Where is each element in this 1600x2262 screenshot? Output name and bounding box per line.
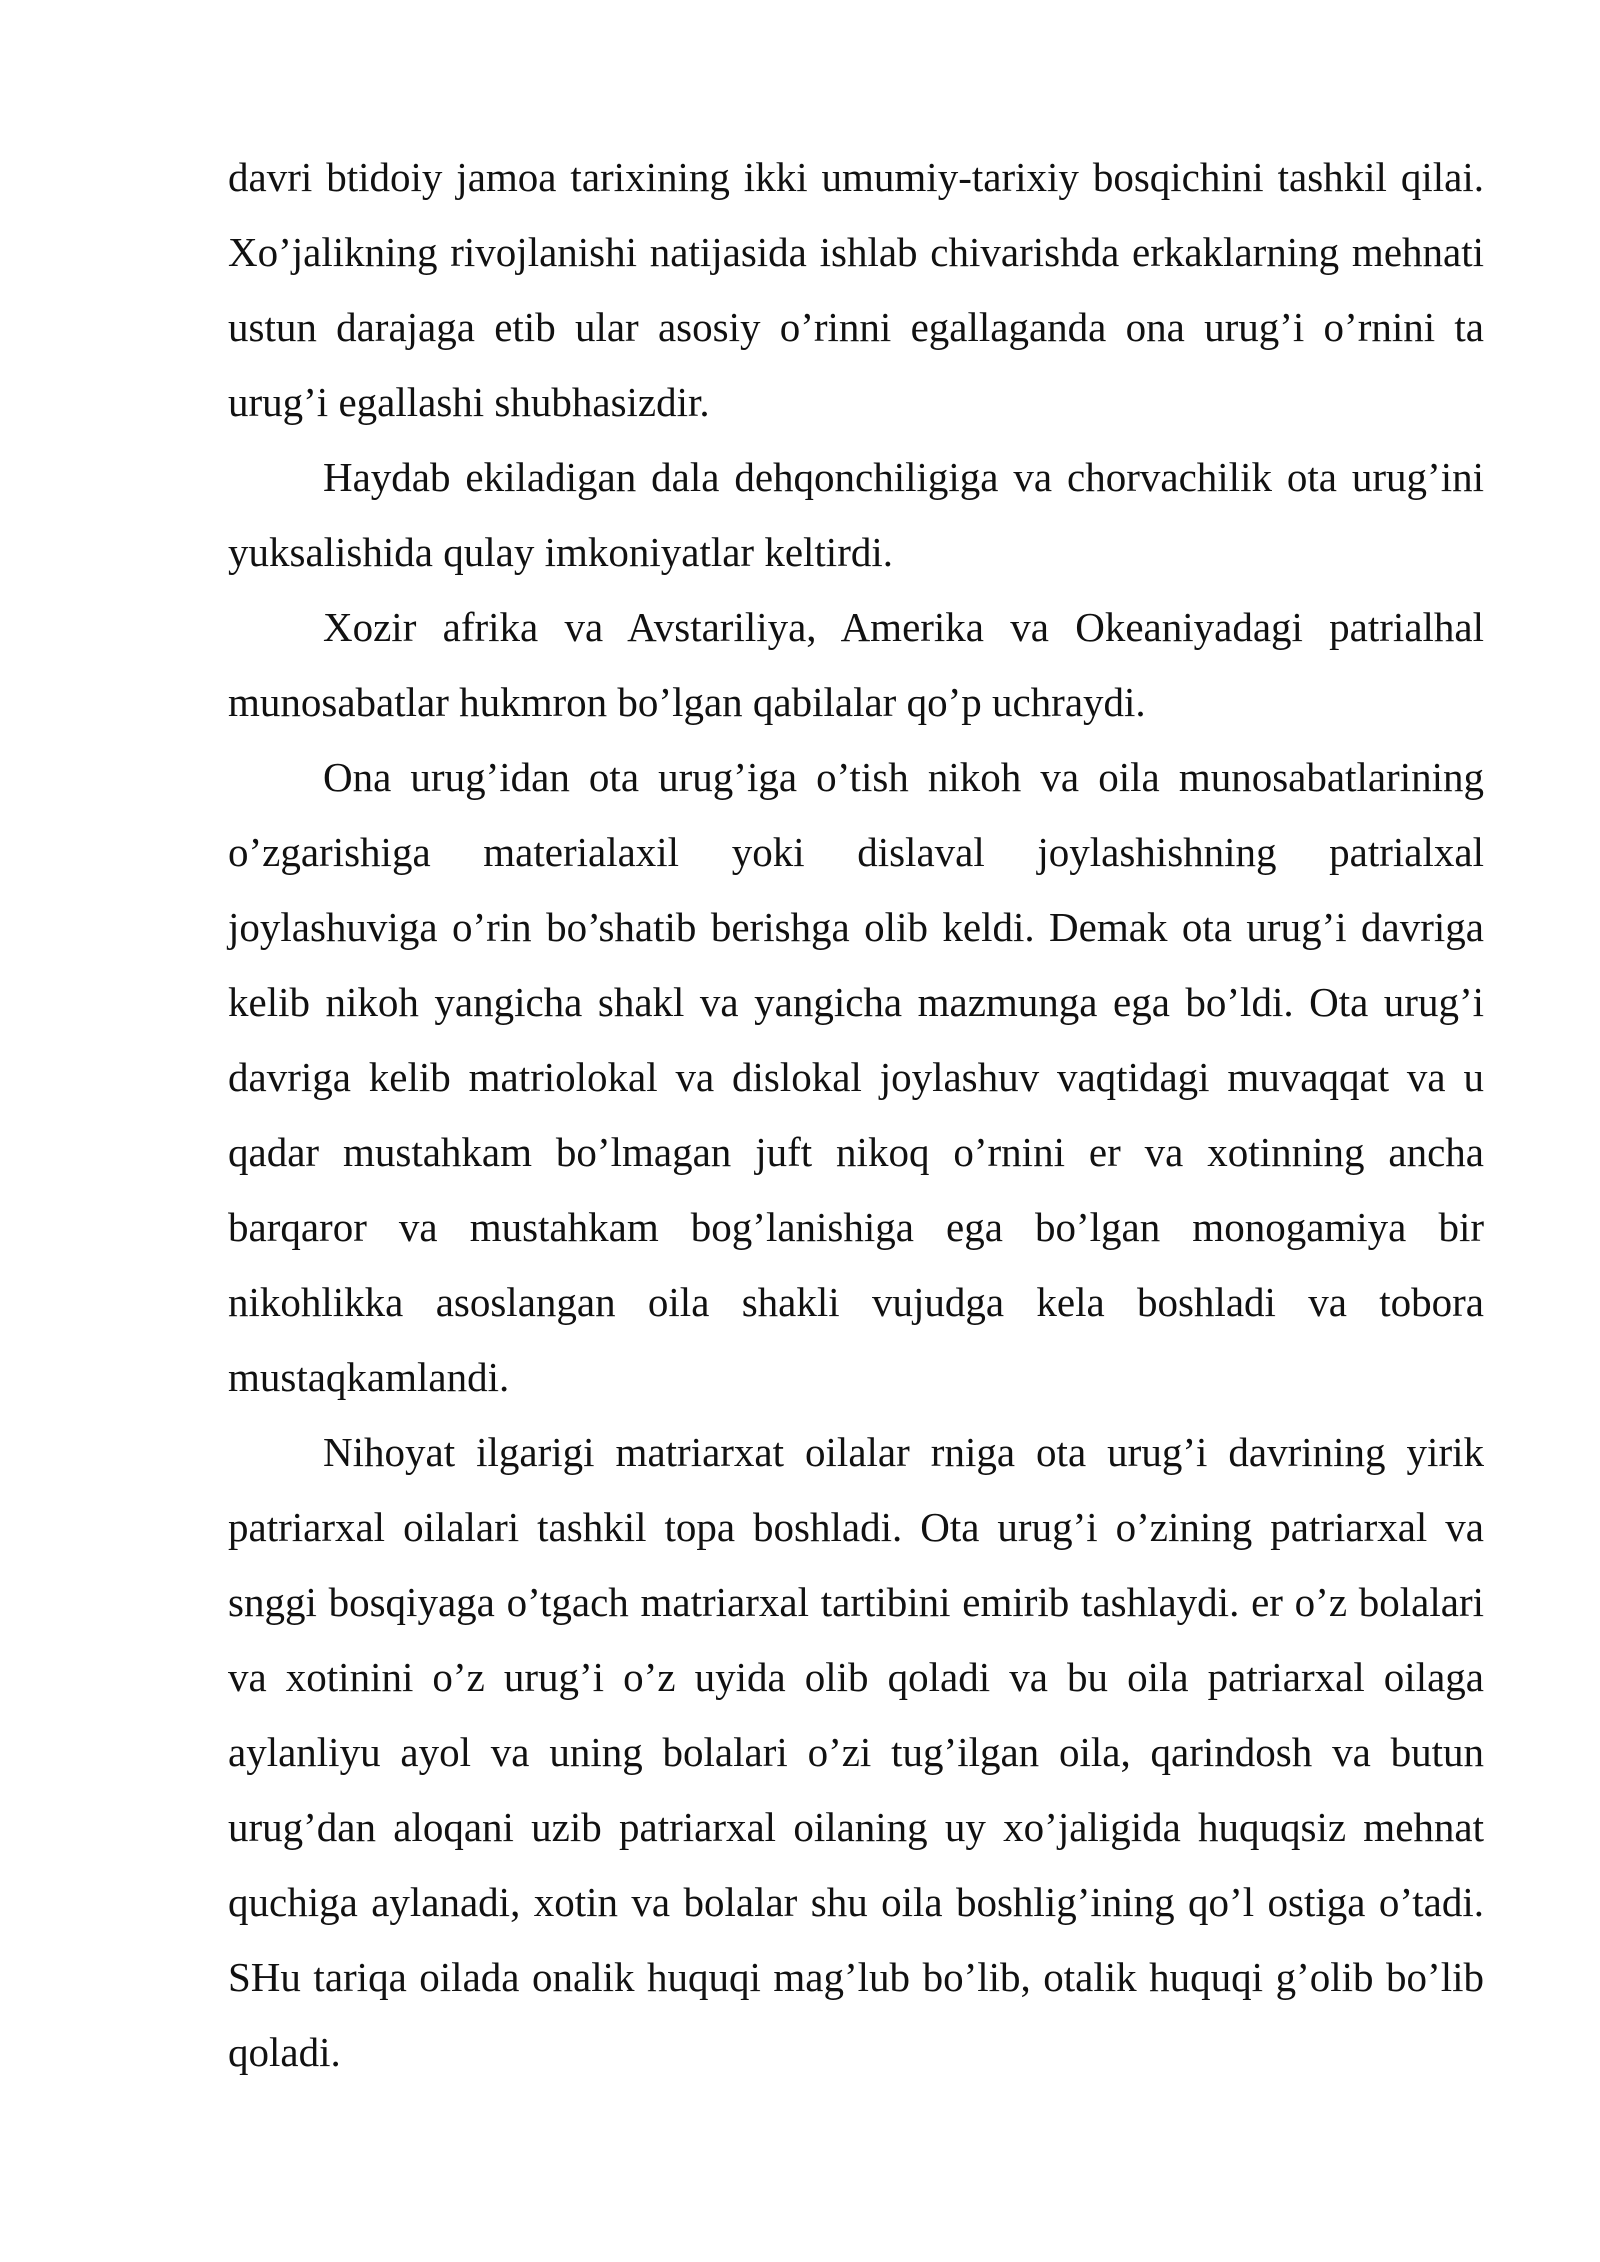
paragraph-1: davri btidoiy jamoa tarixining ikki umumiy-tarixiy bosqichini tashkil qilai. Xo’jalikning rivojlanishi natijasida ishlab chivarishda erkaklarning mehnati ustun darajaga etib ular asosiy o’rinni egallaganda ona urug’i o’rnini ta urug’i egallashi shubhasizdir.	[228, 154, 1484, 425]
paragraph-4: Ona urug’idan ota urug’iga o’tish nikoh va oila munosabatlarining o’zgarishiga materialaxil yoki dislaval joylashishning patrialxal joylashuviga o’rin bo’shatib berishga olib keldi. Demak ota urug’i davriga kelib nikoh yangicha shakl va yangicha mazmunga ega bo’ldi. Ota urug’i davriga kelib matriolokal va dislokal joylashuv vaqtidagi muvaqqat va u qadar mustahkam bo’lmagan juft nikoq o’rnini er va xotinning ancha barqaror va mustahkam bog’lanishiga ega bo’lgan monogamiya bir nikohlikka asoslangan oila shakli vujudga kela boshladi va tobora mustaqkamlandi.	[228, 754, 1484, 1400]
paragraph-3: Xozir afrika va Avstariliya, Amerika va Okeaniyadagi patrialhal munosabatlar hukmron bo’lgan qabilalar qo’p uchraydi.	[228, 604, 1484, 725]
paragraph-5: Nihoyat ilgarigi matriarxat oilalar rniga ota urug’i davrining yirik patriarxal oilalari tashkil topa boshladi. Ota urug’i o’zining patriarxal va snggi bosqiyaga o’tgach matriarxal tartibini emirib tashlaydi. er o’z bolalari va xotinini o’z urug’i o’z uyida olib qoladi va bu oila patriarxal oilaga aylanliyu ayol va uning bolalari o’zi tug’ilgan oila, qarindosh va butun urug’dan aloqani uzib patriarxal oilaning uy xo’jaligida huquqsiz mehnat quchiga aylanadi, xotin va bolalar shu oila boshlig’ining qo’l ostiga o’tadi. SHu tariqa oilada onalik huquqi mag’lub bo’lib, otalik huquqi g’olib bo’lib qoladi.	[228, 1429, 1484, 2075]
body-text	[228, 140, 1484, 2090]
paragraph-2: Haydab ekiladigan dala dehqonchiligiga va chorvachilik ota urug’ini yuksalishida qulay imkoniyatlar keltirdi.	[228, 454, 1484, 575]
